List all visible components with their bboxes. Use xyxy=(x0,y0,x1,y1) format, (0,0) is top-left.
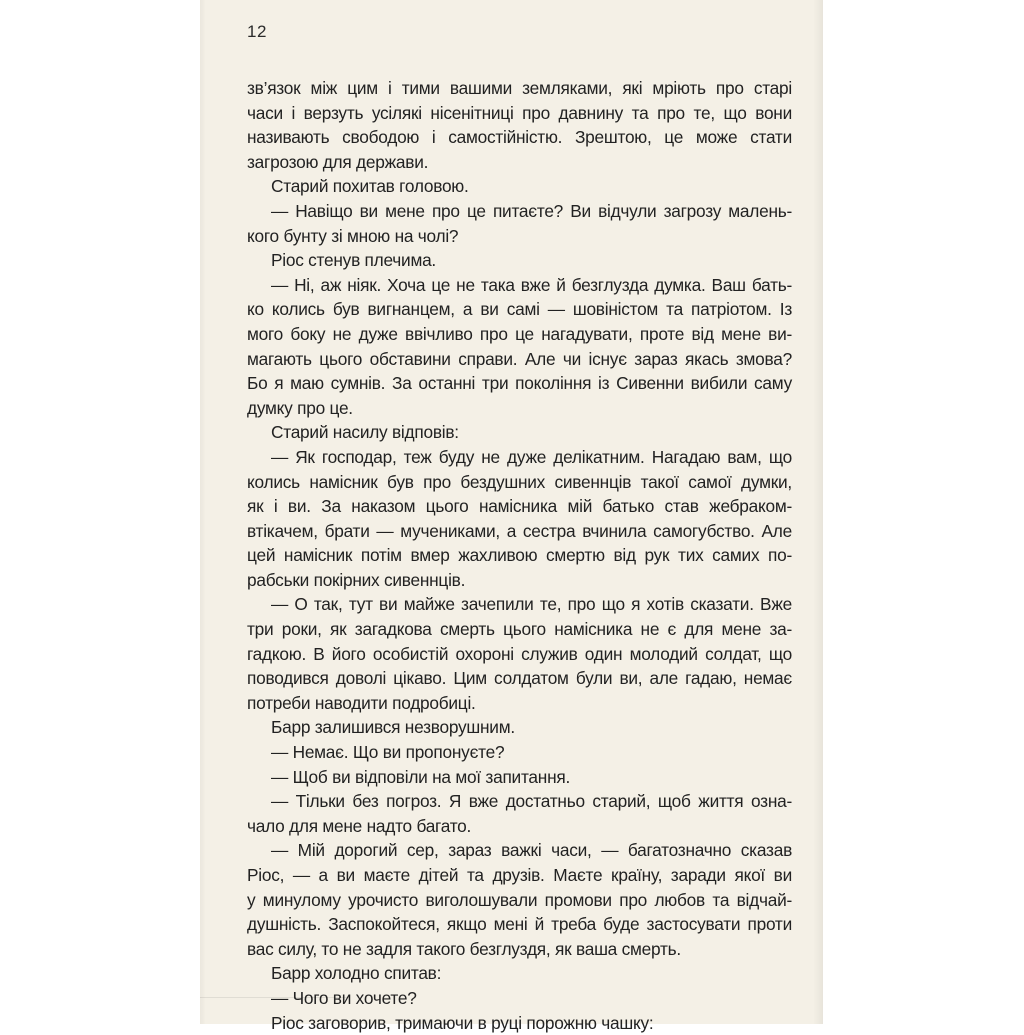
text-line: гадкою. В його особистій охороні служив один молодий солдат, що xyxy=(247,643,792,664)
text-line: мого боку не дуже ввічливо про це нагадувати, проте від мене ви- xyxy=(247,323,792,344)
text-line: потреби наводити подробиці. xyxy=(247,692,476,713)
paragraph-first-line: Барр холодно спитав: xyxy=(271,963,442,984)
text-line: кого бунту зі мною на чолі? xyxy=(247,225,459,246)
paragraph-first-line: — Тільки без погроз. Я вже достатньо старий, щоб життя озна- xyxy=(271,791,792,812)
paragraph-first-line: — Як господар, теж буду не дуже делікатним. Нагадаю вам, що xyxy=(271,446,792,467)
text-line: поводився доволі цікаво. Цим солдатом були ви, але гадаю, немає xyxy=(247,668,792,689)
paragraph-first-line: Барр залишився незворушним. xyxy=(271,717,515,738)
text-line: рабськи покірних сивеннців. xyxy=(247,569,466,590)
paragraph-first-line: Ріос заговорив, тримаючи в руці порожню чашку: xyxy=(271,1012,654,1033)
text-line: ко колись був вигнанцем, а ви самі — шовіністом та патріотом. Із xyxy=(247,299,792,320)
paragraph-first-line: — Щоб ви відповіли на мої запитання. xyxy=(271,766,571,787)
text-line: три роки, як загадкова смерть цього намісника не є для мене за- xyxy=(247,619,792,640)
text-line: у минулому урочисто виголошували промови про любов та відчай- xyxy=(247,889,792,910)
book-page xyxy=(200,0,823,1033)
text-line: часи і верзуть усілякі нісенітниці про давнину та про те, що вони xyxy=(247,102,792,123)
paragraph-first-line: — Навіщо ви мене про це питаєте? Ви відчули загрозу малень- xyxy=(271,200,792,221)
page-shadow-rule xyxy=(200,997,350,998)
text-line: як і ви. За наказом цього намісника мій батько став жебраком- xyxy=(247,496,792,517)
paragraph-first-line: — Ні, аж ніяк. Хоча це не така вже й безглузда думка. Ваш бать- xyxy=(271,274,792,295)
text-line: Бо я маю сумнів. За останні три покоління із Сивенни вибили саму xyxy=(247,373,792,394)
body-text xyxy=(247,76,792,1035)
text-line: чало для мене надто багато. xyxy=(247,815,472,836)
paragraph-first-line: Ріос стенув плечима. xyxy=(271,250,436,271)
text-line: втікачем, брати — мучениками, а сестра вчинила самогубство. Але xyxy=(247,520,792,541)
text-line: душність. Заспокойтеся, якщо мені й треба буде застосувати проти xyxy=(247,914,792,935)
paragraph-first-line: Старий насилу відповів: xyxy=(271,422,459,443)
text-line: Ріос, — а ви маєте дітей та друзів. Маєте країну, заради якої ви xyxy=(247,865,792,885)
page-number: 12 xyxy=(247,22,267,41)
paragraph-first-line: Старий похитав головою. xyxy=(271,176,469,197)
paragraph-first-line: — Немає. Що ви пропонуєте? xyxy=(271,742,505,763)
text-line: думку про це. xyxy=(247,397,353,418)
text-line: загрозою для держави. xyxy=(247,151,429,172)
paragraph-first-line: — Мій дорогий сер, зараз важкі часи, — багатозначно сказав xyxy=(271,840,792,861)
text-line: магають цього обставини справи. Але чи існує зараз якась змова? xyxy=(247,348,792,369)
text-line: зв’язок між цим і тими вашими земляками, які мріють про старі xyxy=(247,78,792,98)
text-line: колись намісник був про бездушних сивеннців такої самої думки, xyxy=(247,471,792,492)
text-line: називають свободою і самостійністю. Зрештою, це може стати xyxy=(247,127,792,148)
text-line: вас силу, то не задля такого безглуздя, як ваша смерть. xyxy=(247,938,681,959)
text-line: цей намісник потім вмер жахливою смертю від рук тих самих по- xyxy=(247,545,792,566)
paragraph-first-line: — Чого ви хочете? xyxy=(271,987,417,1008)
paragraph-first-line: — О так, тут ви майже зачепили те, про що я хотів сказати. Вже xyxy=(271,594,792,615)
